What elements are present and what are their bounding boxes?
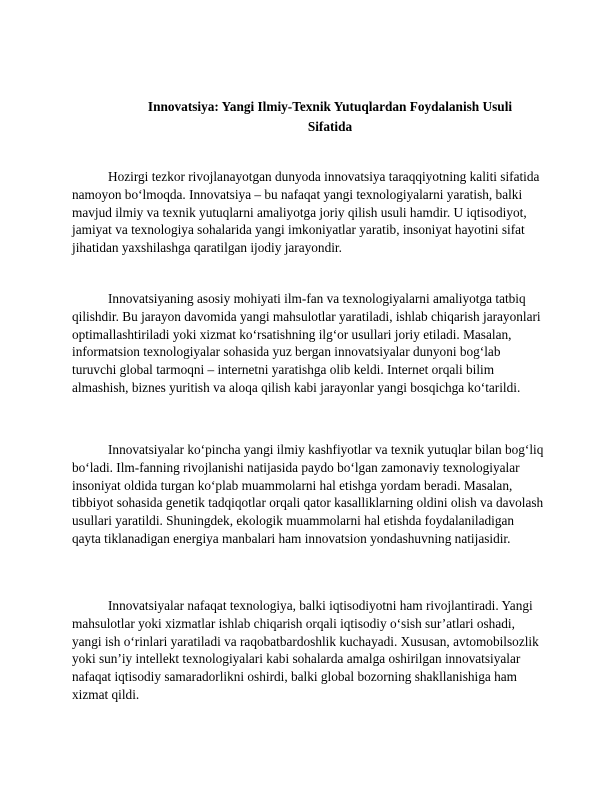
document-title: Innovatsiya: Yangi Ilmiy-Texnik Yutuqlardan Foydalanish Usuli Sifatida [147, 99, 513, 134]
body-paragraph-2: Innovatsiyaning asosiy mohiyati ilm-fan va texnologiyalarni amaliyotga tatbiq qilishdir. Bu jarayon davomida yangi mahsulotlar yaratiladi, ishlab chiqarish jarayonlari optimallashtiriladi yoki xizmat ko‘rsatishning ilg‘or usullari joriy etiladi. Masalan, informatsion texnologiyalar sohasida yuz bergan innovatsiyalar dunyoni bog‘lab turuvchi global tarmoqni – internetni yaratishga olib keldi. Internet orqali bilim almashish, biznes yuritish va aloqa qilish kabi jarayonlar yangi bosqichga ko‘tarildi. [72, 291, 541, 395]
body-paragraph-3: Innovatsiyalar ko‘pincha yangi ilmiy kashfiyotlar va texnik yutuqlar bilan bog‘liq bo‘ladi. Ilm-fanning rivojlanishi natijasida paydo bo‘lgan zamonaviy texnologiyalar insoniyat oldida turgan ko‘plab muammolarni hal etishga yordam beradi. Masalan, tibbiyot sohasida genetik tadqiqotlar orqali qator kasalliklarning oldini olish va davolash usullari yaratildi. Shuningdek, ekologik muammolarni hal etishda foydalaniladigan qayta tiklanadigan energiya manbalari ham innovatsion yondashuvning natijasidir. [72, 442, 544, 546]
body-paragraph-4: Innovatsiyalar nafaqat texnologiya, balki iqtisodiyotni ham rivojlantiradi. Yangi mahsulotlar yoki xizmatlar ishlab chiqarish orqali iqtisodiy o‘sish sur’atlari oshadi, yangi ish o‘rinlari yaratiladi va raqobatbardoshlik kuchayadi. Xususan, avtomobilsozlik yoki sun’iy intellekt texnologiyalari kabi sohalarda amalga oshirilgan innovatsiyalar nafaqat iqtisodiy samaradorlikni oshirdi, balki global bozorning shakllanishiga ham xizmat qildi. [72, 598, 539, 702]
body-paragraph-1: Hozirgi tezkor rivojlanayotgan dunyoda innovatsiya taraqqiyotning kaliti sifatida namoyon bo‘lmoqda. Innovatsiya – bu nafaqat yangi texnologiyalarni yaratish, balki mavjud ilmiy va texnik yutuqlarni amaliyotga joriy qilish usuli hamdir. U iqtisodiyot, jamiyat va texnologiya sohalarida yangi imkoniyatlar yaratib, insoniyat hayotini sifat jihatidan yaxshilashga qaratilgan ijodiy jarayondir. [72, 169, 540, 256]
